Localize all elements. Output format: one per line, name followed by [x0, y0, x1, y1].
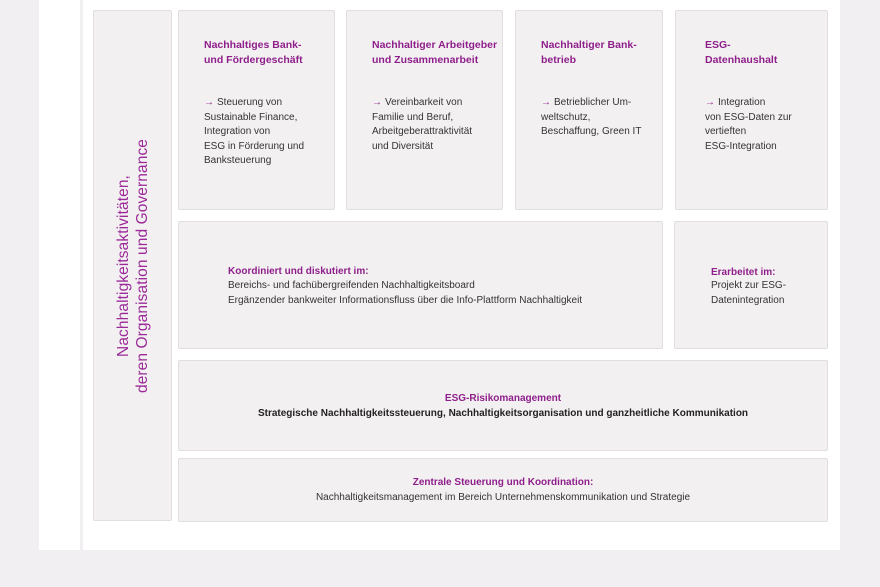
card-body — [705, 96, 819, 154]
coordination-line2: Ergänzender bankweiter Informationsfluss über die Info-Plattform Nachhaltigkeit — [228, 295, 583, 306]
worked-out-title: Erarbeitet im: — [711, 267, 776, 278]
central-body: Nachhaltigkeitsmanagement im Bereich Unternehmenskommunikation und Strategie — [315, 492, 691, 503]
card-title: Nachhaltiger Bank- betrieb — [541, 39, 637, 66]
central-title: Zentrale Steuerung und Koordination: — [412, 477, 594, 488]
card-body-text: Vereinbarkeit von Familie und Beruf, Arbeitgeberattraktivität und Diversität — [372, 97, 473, 152]
arrow-right-icon: → — [204, 97, 214, 108]
card-title: Nachhaltiger Arbeitgeber und Zusammenarbeit — [372, 39, 498, 66]
card-sustainable-operations — [515, 10, 663, 210]
card-body-text: Betrieblicher Um- weltschutz, Beschaffung, Green IT — [541, 97, 642, 137]
card-body — [204, 96, 326, 169]
card-body — [541, 96, 654, 140]
arrow-right-icon: → — [541, 97, 551, 108]
worked-out-body: Projekt zur ESG- Datenintegration — [711, 280, 787, 306]
card-esg-data — [675, 10, 828, 210]
card-sustainable-banking — [178, 10, 335, 210]
risk-management-box — [178, 360, 828, 451]
card-title: Nachhaltiges Bank- und Fördergeschäft — [204, 39, 303, 66]
card-title: ESG- Datenhaushalt — [705, 39, 778, 66]
card-body-text: Steuerung von Sustainable Finance, Integration von ESG in Förderung und Banksteuerung — [204, 97, 305, 166]
side-label-box — [93, 10, 172, 521]
risk-body: Strategische Nachhaltigkeitssteuerung, Nachhaltigkeitsorganisation und ganzheitliche Kommunikation — [257, 408, 749, 419]
coordination-line1: Bereichs- und fachübergreifenden Nachhaltigkeitsboard — [228, 280, 475, 291]
risk-title: ESG-Risikomanagement — [444, 393, 562, 404]
arrow-right-icon: → — [372, 97, 382, 108]
worked-out-box — [674, 221, 828, 349]
card-body-text: Integration von ESG-Daten zur vertieften ESG-Integration — [705, 97, 792, 152]
side-label-line1: Nachhaltigkeitsaktivitäten, — [114, 174, 132, 357]
side-label — [114, 138, 152, 392]
central-steering-box — [178, 458, 828, 522]
coordination-title: Koordiniert und diskutiert im: — [228, 266, 369, 277]
arrow-right-icon: → — [705, 97, 715, 108]
card-body — [372, 96, 494, 154]
side-label-line2: deren Organisation und Governance — [133, 138, 151, 393]
coordination-box — [178, 221, 663, 349]
left-divider — [80, 0, 83, 550]
card-sustainable-employer — [346, 10, 503, 210]
